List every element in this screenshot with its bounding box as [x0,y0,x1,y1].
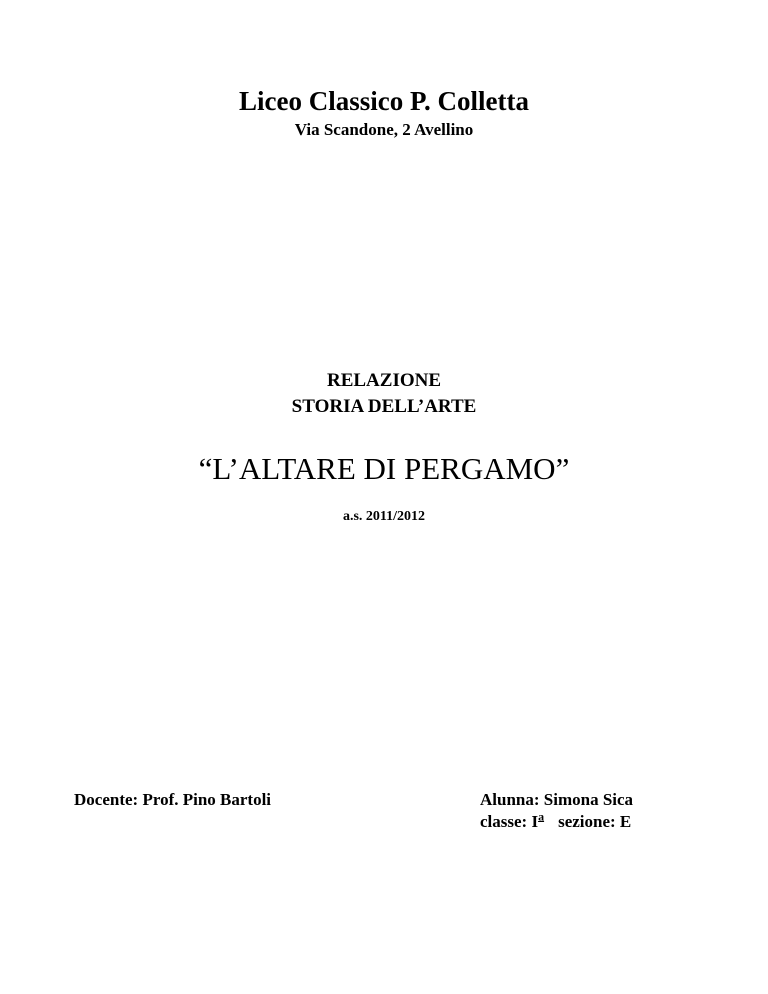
class-label: classe: I [480,812,539,831]
teacher-name: Docente: Prof. Pino Bartoli [74,790,272,809]
document-title: “L’ALTARE DI PERGAMO” [198,451,570,486]
document-type: RELAZIONE [326,370,442,391]
class-ordinal: a [538,809,545,824]
section-label: sezione: E [558,812,632,831]
student-name: Alunna: Simona Sica [480,790,634,809]
document-subject: STORIA DELL’ARTE [291,396,477,417]
school-name: Liceo Classico P. Colletta [239,86,529,116]
student-info [480,789,633,833]
class-section-line [480,811,633,833]
school-year: a.s. 2011/2012 [342,509,426,524]
school-address: Via Scandone, 2 Avellino [294,120,474,139]
